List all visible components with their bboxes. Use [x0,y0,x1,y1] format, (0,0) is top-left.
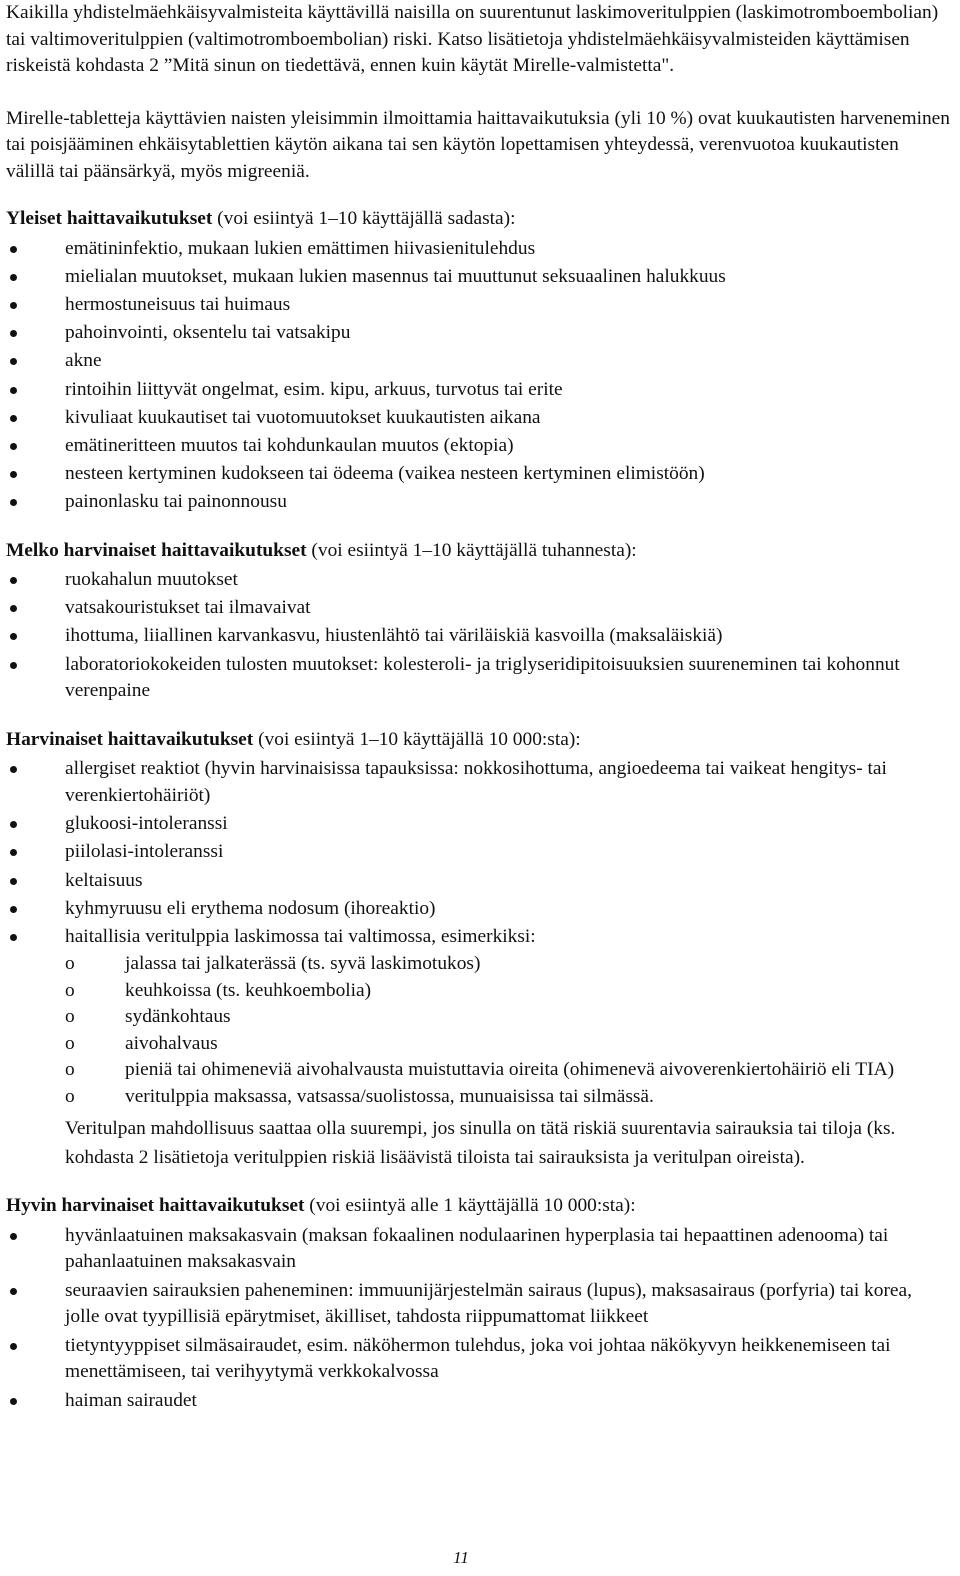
list-item: keltaisuus [6,867,951,895]
list-item: seuraavien sairauksien paheneminen: immuunijärjestelmän sairaus (lupus), maksasairaus (porfyria) tai korea, jolle ovat tyypillisiä epärytmiset, äkilliset, tahdosta riippumattomat liikkeet [6,1277,951,1332]
list-item: emätineritteen muutos tai kohdunkaulan muutos (ektopia) [6,432,951,460]
list-item: glukoosi-intoleranssi [6,810,951,838]
section-rare [6,727,951,1173]
list-item: kyhmyruusu eli erythema nodosum (ihoreaktio) [6,895,951,923]
section-very-rare [6,1193,951,1415]
list-item: mielialan muutokset, mukaan lukien masennus tai muuttunut seksuaalinen halukkuus [6,263,951,291]
document-page [6,0,951,1415]
list-item: hyvänlaatuinen maksakasvain (maksan fokaalinen nodulaarinen hyperplasia tai hepaattinen adenooma) tai pahanlaatuinen maksakasvain [6,1222,951,1277]
section-frequency: (voi esiintyä alle 1 käyttäjällä 10 000:sta): [304,1195,636,1217]
list-item [6,923,951,1110]
section-heading [6,206,951,233]
side-effect-list [6,1222,951,1415]
list-item: akne [6,347,951,375]
sub-list-item: o veritulppia maksassa, vatsassa/suolistossa, munuaisissa tai silmässä. [65,1084,951,1111]
section-heading [6,1193,951,1220]
section-frequency: (voi esiintyä 1–10 käyttäjällä 10 000:sta): [253,728,581,750]
section-frequency: (voi esiintyä 1–10 käyttäjällä sadasta): [212,208,516,229]
section-heading [6,538,951,565]
section-common [6,206,951,517]
list-item: vatsakouristukset tai ilmavaivat [6,594,951,622]
list-item: painonlasku tai painonnousu [6,488,951,516]
list-item: tietyntyyppiset silmäsairaudet, esim. näköhermon tulehdus, joka voi johtaa näkökyvyn heikkenemiseen tai menettämiseen, tai verihyytymä verkkokalvossa [6,1332,951,1387]
common-effects-paragraph: Mirelle-tabletteja käyttävien naisten yleisimmin ilmoittamia haittavaikutuksia (yli 10 %) ovat kuukautisten harveneminen tai poisjääminen ehkäisytablettien käytön aikana tai sen käytön lopettamisen yhteydessä, verenvuotoa kuukautisten välillä tai päänsärkyä, myös migreeniä. [6,107,950,182]
list-item: laboratoriokokeiden tulosten muutokset: kolesteroli- ja triglyseridipitoisuuksien suureneminen tai kohonnut verenpaine [6,651,951,706]
section-uncommon [6,538,951,706]
list-item: piilolasi-intoleranssi [6,838,951,866]
sub-list-item: o keuhkoissa (ts. keuhkoembolia) [65,978,951,1005]
list-item: allergiset reaktiot (hyvin harvinaisissa tapauksissa: nokkosihottuma, angioedeema tai vaikeat hengitys- tai verenkiertohäiriöt) [6,755,951,810]
section-title: Melko harvinaiset haittavaikutukset [6,539,307,561]
list-item: pahoinvointi, oksentelu tai vatsakipu [6,319,951,347]
list-item: kivuliaat kuukautiset tai vuotomuutokset kuukautisten aikana [6,404,951,432]
section-title: Hyvin harvinaiset haittavaikutukset [6,1195,305,1217]
sub-list-item: o aivohalvaus [65,1031,951,1058]
side-effect-list [6,566,951,706]
sub-list-item: o pieniä tai ohimeneviä aivohalvausta muistuttavia oireita (ohimenevä aivoverenkiertohäiriö eli TIA) [65,1057,951,1084]
intro-paragraph: Kaikilla yhdistelmäehkäisyvalmisteita käyttävillä naisilla on suurentunut laskimoveritulppien (laskimotromboembolian) tai valtimoveritulppien (valtimotromboembolian) riski. Katso lisätietoja yhdistelmäehkäisyvalmisteiden käyttämisen riskeistä kohdasta 2 ”Mitä sinun on tiedettävä, ennen kuin käytät Mirelle-valmistetta". [6,2,939,76]
section-title: Harvinaiset haittavaikutukset [6,728,254,750]
list-item: rintoihin liittyvät ongelmat, esim. kipu, arkuus, turvotus tai erite [6,376,951,404]
section-frequency: (voi esiintyä 1–10 käyttäjällä tuhannesta): [306,539,637,561]
section-heading [6,727,951,754]
list-item-text: haitallisia veritulppia laskimossa tai valtimossa, esimerkiksi: [65,925,536,947]
list-item: ihottuma, liiallinen karvankasvu, hiustenlähtö tai väriläiskiä kasvoilla (maksaläiskiä) [6,622,951,650]
list-item: emätininfektio, mukaan lukien emättimen hiivasienitulehdus [6,235,951,263]
side-effect-list [6,755,951,1110]
side-effect-list [6,235,951,517]
sub-list [65,951,951,1110]
list-item: nesteen kertyminen kudokseen tai ödeema (vaikea nesteen kertyminen elimistöön) [6,460,951,488]
list-item: ruokahalun muutokset [6,566,951,594]
section-title: Yleiset haittavaikutukset [6,208,213,229]
sub-list-item: o sydänkohtaus [65,1004,951,1031]
list-item: haiman sairaudet [6,1387,951,1415]
sub-list-item: o jalassa tai jalkaterässä (ts. syvä laskimotukos) [65,951,951,978]
risk-note: Veritulpan mahdollisuus saattaa olla suurempi, jos sinulla on tätä riskiä suurentavia sairauksia tai tiloja (ks. kohdasta 2 lisätietoja veritulppien riskiä lisäävistä tiloista tai sairauksista ja veritulpan oireista). [65,1118,896,1169]
page-number: 11 [453,1548,469,1567]
list-item: hermostuneisuus tai huimaus [6,291,951,319]
